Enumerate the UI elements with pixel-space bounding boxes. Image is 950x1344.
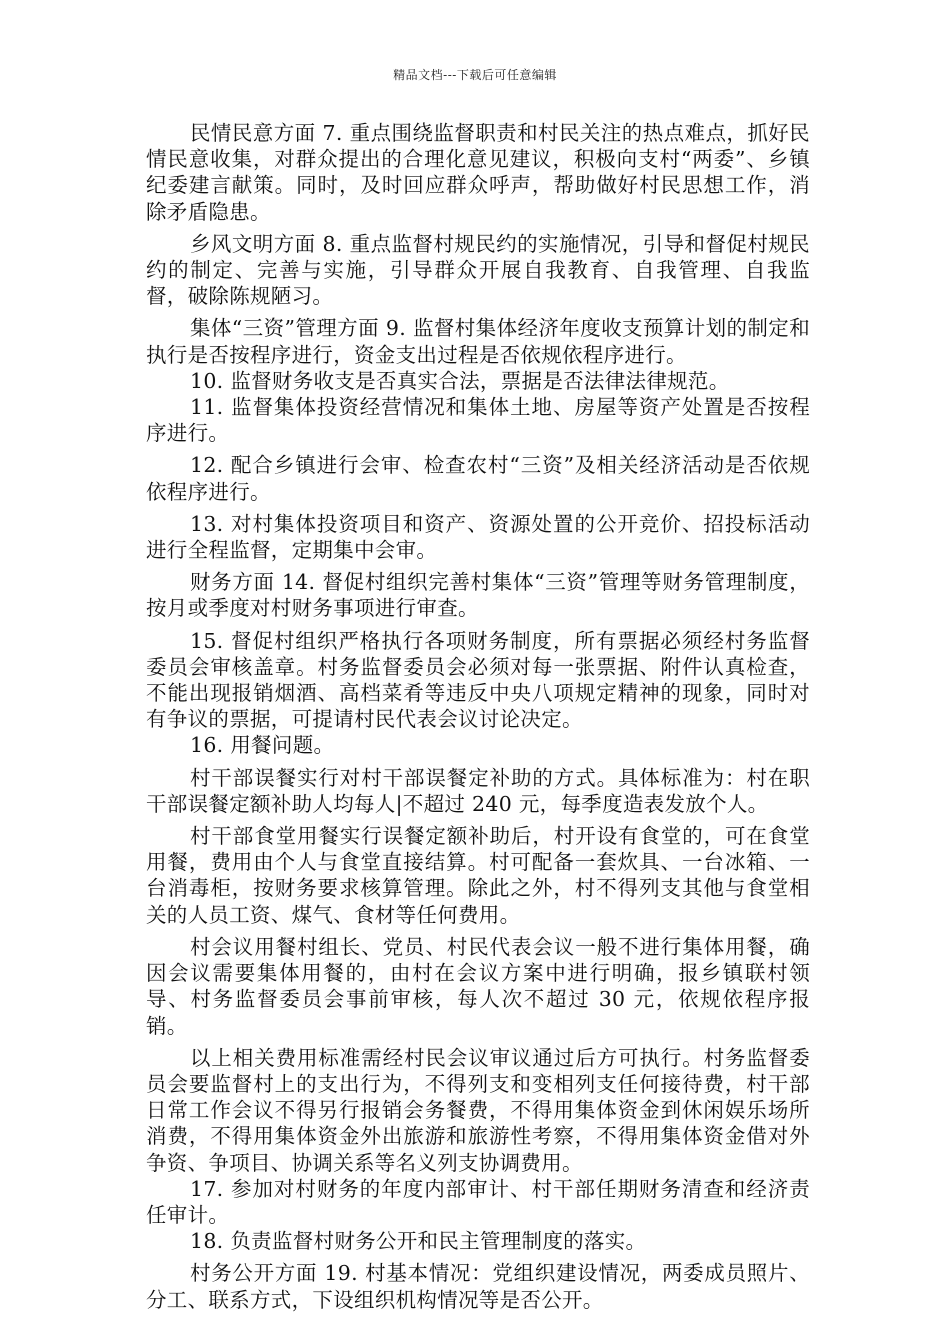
paragraph-wucan: 村干部误餐实行对村干部误餐定补助的方式。具体标准为：村在职干部误餐定额补助人均每人|不超过 240 元，每季度造表发放个人。 [146, 765, 810, 816]
paragraph-item-13: 13. 对村集体投资项目和资产、资源处置的公开竞价、招投标活动进行全程监督，定期集中会审。 [146, 511, 810, 563]
paragraph-item-18: 18. 负责监督村财务公开和民主管理制度的落实。 [190, 1229, 647, 1254]
paragraph-cunwu: 村务公开方面 19. 村基本情况：党组织建设情况，两委成员照片、分工、联系方式，下设组织机构情况等是否公开。 [146, 1261, 810, 1312]
paragraph-feiyong: 以上相关费用标准需经村民会议审议通过后方可执行。村务监督委员会要监督村上的支出行为，不得列支和变相列支任何接待费，村干部日常工作会议不得另行报销会务餐费，不得用集体资金到休闲娱乐场所消费，不得用集体资金外出旅游和旅游性考察，不得用集体资金借对外争资、争项目、协调关系等名义列支协调费用。 [146, 1045, 810, 1175]
paragraph-minqing: 民情民意方面 7. 重点围绕监督职责和村民关注的热点难点，抓好民情民意收集，对群众提出的合理化意见建议，积极向支村“两委”、乡镇纪委建言献策。同时，及时回应群众呼声，帮助做好村民思想工作，消除矛盾隐患。 [146, 121, 810, 224]
paragraph-item-12: 12. 配合乡镇进行会审、检查农村“三资”及相关经济活动是否依规依程序进行。 [146, 453, 810, 504]
document-body [146, 120, 810, 1313]
paragraph-item-16: 16. 用餐问题。 [190, 733, 335, 758]
paragraph-huiyi: 村会议用餐村组长、党员、村民代表会议一般不进行集体用餐，确因会议需要集体用餐的，由村在会议方案中进行明确，报乡镇联村领导、村务监督委员会事前审核，每人次不超过 30 元，依规依程序报销。 [146, 934, 810, 1038]
paragraph-item-11: 11. 监督集体投资经营情况和集体土地、房屋等资产处置是否按程序进行。 [146, 395, 810, 446]
page-header: 精品文档---下载后可任意编辑 [393, 68, 557, 82]
paragraph-item-17: 17. 参加对村财务的年度内部审计、村干部任期财务清查和经济责任审计。 [146, 1176, 810, 1227]
paragraph-item-15: 15. 督促村组织严格执行各项财务制度，所有票据必须经村务监督委员会审核盖章。村务监督委员会必须对每一张票据、附件认真检查，不能出现报销烟酒、高档菜肴等违反中央八项规定精神的现象，同时对有争议的票据，可提请村民代表会议讨论决定。 [146, 628, 810, 732]
paragraph-caiwu: 财务方面 14. 督促村组织完善村集体“三资”管理等财务管理制度，按月或季度对村财务事项进行审查。 [146, 570, 810, 621]
paragraph-sanzi: 集体“三资”管理方面 9. 监督村集体经济年度收支预算计划的制定和执行是否按程序进行，资金支出过程是否依规依程序进行。 [146, 316, 810, 367]
paragraph-item-10: 10. 监督财务收支是否真实合法，票据是否法律法律规范。 [190, 368, 730, 393]
paragraph-xiangfeng: 乡风文明方面 8. 重点监督村规民约的实施情况，引导和督促村规民约的制定、完善与实施，引导群众开展自我教育、自我管理、自我监督，破除陈规陋习。 [146, 231, 810, 309]
paragraph-shitang: 村干部食堂用餐实行误餐定额补助后，村开设有食堂的，可在食堂用餐，费用由个人与食堂直接结算。村可配备一套炊具、一台冰箱、一台消毒柜，按财务要求核算管理。除此之外，村不得列支其他与食堂相关的人员工资、煤气、食材等任何费用。 [146, 824, 810, 927]
